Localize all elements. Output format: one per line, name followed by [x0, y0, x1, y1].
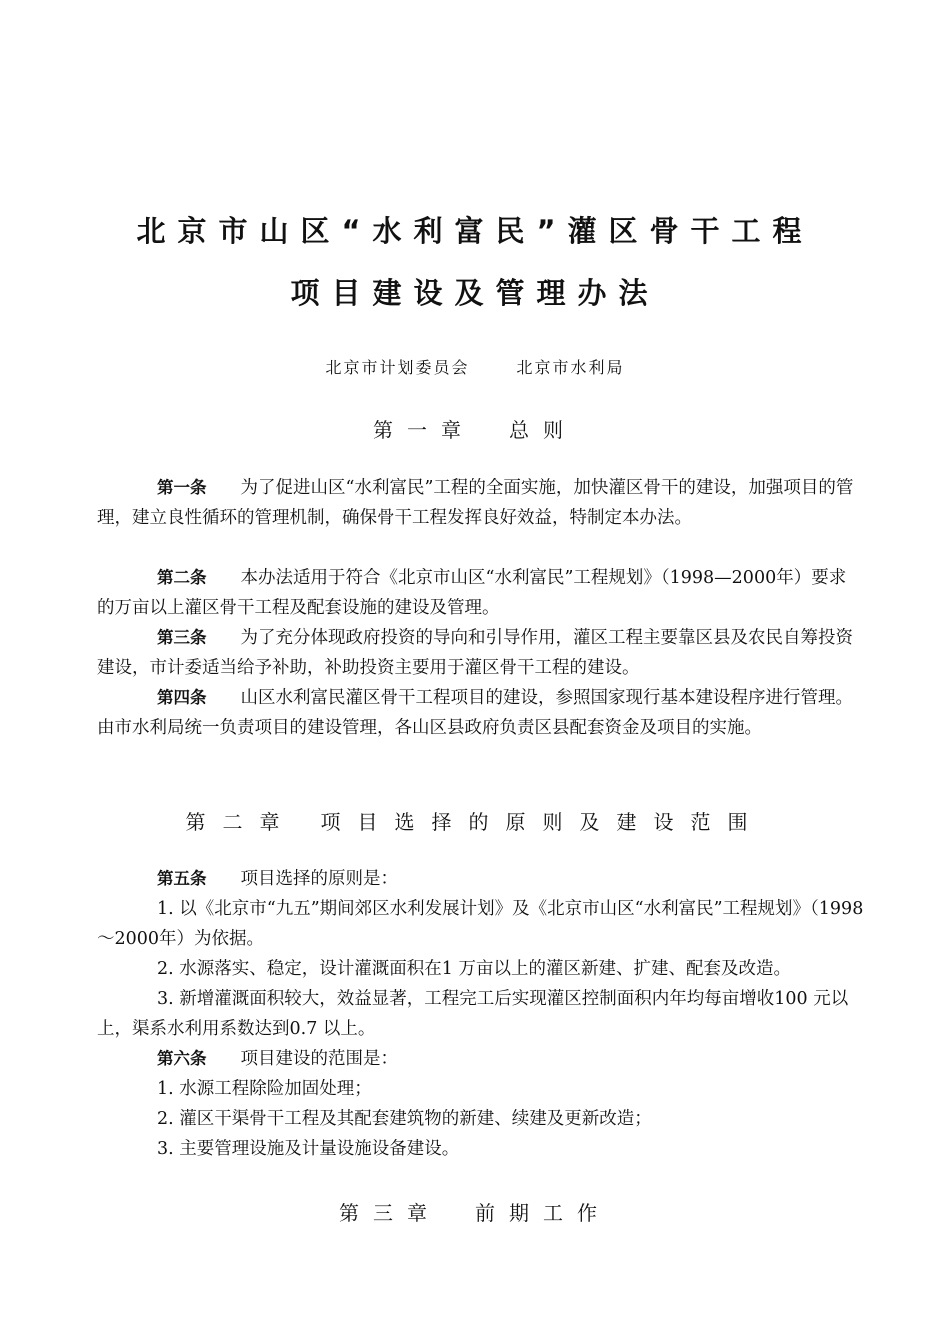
scope-item-3: 3. 主要管理设施及计量设施设备建设。	[157, 1139, 460, 1159]
chapter-3-heading	[0, 1197, 950, 1226]
article-label: 第三条	[157, 628, 207, 647]
issuing-authorities	[0, 355, 950, 378]
chapter-name: 项目选择的原则及建设范围	[320, 810, 765, 834]
article-label: 第四条	[157, 688, 207, 707]
article-text: 项目建设的范围是：	[240, 1049, 398, 1069]
chapter-number: 第三章	[339, 1201, 441, 1225]
article-text: 项目选择的原则是：	[240, 869, 398, 889]
article-2	[97, 563, 857, 623]
principle-item-2: 2. 水源落实、稳定，设计灌溉面积在1 万亩以上的灌区新建、扩建、配套及改造。	[157, 959, 791, 979]
article-1	[97, 473, 857, 533]
principle-item-3: 3. 新增灌溉面积较大，效益显著，工程完工后实现灌区控制面积内年均每亩增收100 元以上，渠系水利用系数达到0.7 以上。	[97, 989, 849, 1039]
article-3	[97, 623, 857, 683]
author-water-bureau: 北京市水利局	[516, 358, 625, 377]
article-5	[97, 864, 857, 894]
chapter-name: 总则	[509, 418, 577, 442]
document-title-line2: 项目建设及管理办法	[290, 276, 660, 310]
article-text: 为了促进山区“水利富民”工程的全面实施，加快灌区骨干的建设，加强项目的管理，建立良性循环的管理机制，确保骨干工程发挥良好效益，特制定本办法。	[97, 478, 854, 528]
article-text: 山区水利富民灌区骨干工程项目的建设，参照国家现行基本建设程序进行管理。由市水利局统一负责项目的建设管理，各山区县政府负责区县配套资金及项目的实施。	[97, 688, 853, 738]
article-label: 第一条	[157, 478, 207, 497]
document-title-line1: 北京市山区“水利富民”灌区骨干工程	[136, 214, 814, 248]
chapter-1-heading	[0, 414, 950, 443]
scope-item-1: 1. 水源工程除险加固处理；	[157, 1079, 372, 1099]
chapter-name: 前期工作	[475, 1201, 611, 1225]
author-planning-commission: 北京市计划委员会	[325, 358, 470, 377]
article-6	[97, 1044, 857, 1074]
chapter-number: 第一章	[373, 418, 475, 442]
article-text: 本办法适用于符合《北京市山区“水利富民”工程规划》（1998—2000年）要求的万亩以上灌区骨干工程及配套设施的建设及管理。	[97, 568, 847, 618]
article-text: 为了充分体现政府投资的导向和引导作用，灌区工程主要靠区县及农民自筹投资建设，市计委适当给予补助，补助投资主要用于灌区骨干工程的建设。	[97, 628, 853, 678]
chapter-2-heading	[0, 806, 950, 835]
principle-item-1: 1. 以《北京市“九五”期间郊区水利发展计划》及《北京市山区“水利富民”工程规划》（1998～2000年）为依据。	[97, 899, 864, 949]
chapter-number: 第二章	[185, 810, 297, 834]
article-label: 第五条	[157, 869, 207, 888]
article-label: 第六条	[157, 1049, 207, 1068]
scope-item-2: 2. 灌区干渠骨干工程及其配套建筑物的新建、续建及更新改造；	[157, 1109, 652, 1129]
article-label: 第二条	[157, 568, 207, 587]
article-4	[97, 683, 857, 743]
